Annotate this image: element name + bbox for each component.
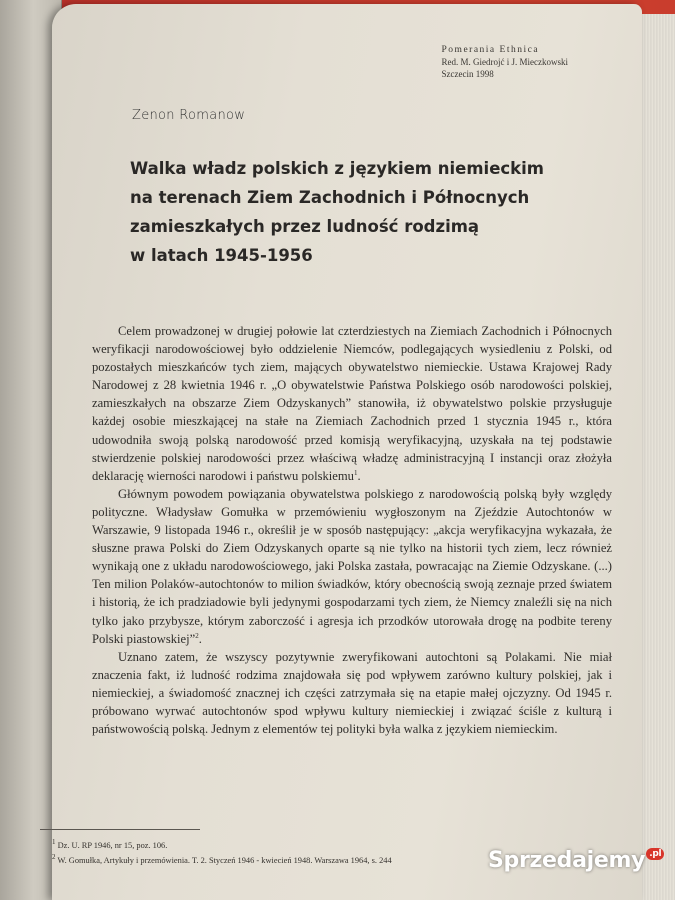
book-page	[52, 4, 642, 900]
series-title: Pomerania Ethnica	[441, 45, 540, 55]
article-body	[92, 322, 612, 738]
place-year: Szczecin 1998	[441, 69, 494, 79]
title-line: w latach 1945-1956	[130, 246, 313, 265]
publication-header	[442, 44, 568, 80]
footnote-ref: 2	[195, 631, 199, 640]
editors-line: Red. M. Giedrojć i J. Mieczkowski	[441, 57, 568, 67]
sprzedajemy-watermark-logo: Sprzedajemy $^{.pl}$	[488, 848, 663, 873]
paragraph: Celem prowadzonej w drugiej połowie lat czterdziestych na Ziemiach Zachodnich i Północnych weryfikacji narodowościowej było oddzielenie Niemców, podlegających wysiedleniu z Polski, od pozostałych mieszkańców tych ziem, mających obywatelstwo niemieckie. Ustawa Krajowej Rady Narodowej z 28 kwietnia 1946 r. „O obywatelstwie Państwa Polskiego osób narodowości polskiej, zamieszkałych na obszarze Ziem Odzyskanych” stanowiła, iż obywatelstwo polskie przysługuje każdej osobie mieszkającej na stałe na Ziemiach Zachodnich przed 1 stycznia 1945 r., która udowodniła swoją polską narodowość przed komisją weryfikacyjną, uzyskała na tej podstawie stwierdzenie polskiej narodowości przez właściwą władzę administracyjną I instancji oraz złożyła deklarację wierności narodowi i państwu polskiemu$^1$.	[92, 324, 612, 483]
article-title	[130, 154, 570, 270]
footnote-ref: 1	[353, 468, 358, 477]
footnote: $^2$ W. Gomułka, Artykuły i przemówienia. T. 2. Styczeń 1946 - kwiecień 1948. Warszawa 1964, s. 244	[52, 853, 392, 865]
paragraph: Głównym powodem powiązania obywatelstwa polskiego z narodowością polską były względy polityczne. Władysław Gomułka w przemówieniu wygłoszonym na Zjeździe Autochtonów w Warszawie, 9 listopada 1946 r., określił je w sposób następujący: „akcja weryfikacyjna wykazała, że słuszne prawa Polski do Ziem Odzyskanych oparte są nie tylko na historii tych ziem, lecz również wynikają one z układu narodowościowego, jaki Polska zastała, powracając na Ziemie Odzyskane. (...) Ten milion Polaków-autochtonów to milion świadków, który obecnością swoją zeznaje przed światem i historią, że ich pradziadowie byli jedynymi gospodarzami tych ziem, że Niemcy znaleźli się na nich tylko jako przybysze, którym zaborczość i agresja ich przodków utorowała drogę na podbite tereny Polski piastowskiej”$^2$.	[92, 486, 612, 646]
title-line: Walka władz polskich z językiem niemieckim	[130, 159, 544, 178]
title-line: zamieszkałych przez ludność rodzimą	[130, 217, 480, 236]
footnote-divider	[40, 829, 200, 830]
paragraph: Uznano zatem, że wszyscy pozytywnie zweryfikowani autochtoni są Polakami. Nie miał znaczenia fakt, iż ludność rodzima znajdowała się pod wpływem zarówno kultury polskiej, jak i niemieckiej, a świadomość znacznej ich części zatrzymała się na etapie małej ojczyzny. Od 1945 r. próbowano wyrwać autochtonów spod wpływu kultury niemieckiej i związać ściśle z kulturą i państwowością polską. Jednym z elementów tej polityki była walka z językiem niemieckim.	[92, 649, 612, 737]
title-line: na terenach Ziem Zachodnich i Północnych	[130, 188, 530, 207]
footnote: $^1$ Dz. U. RP 1946, nr 15, poz. 106.	[52, 838, 168, 850]
author-name: Zenon Romanow	[132, 108, 246, 123]
